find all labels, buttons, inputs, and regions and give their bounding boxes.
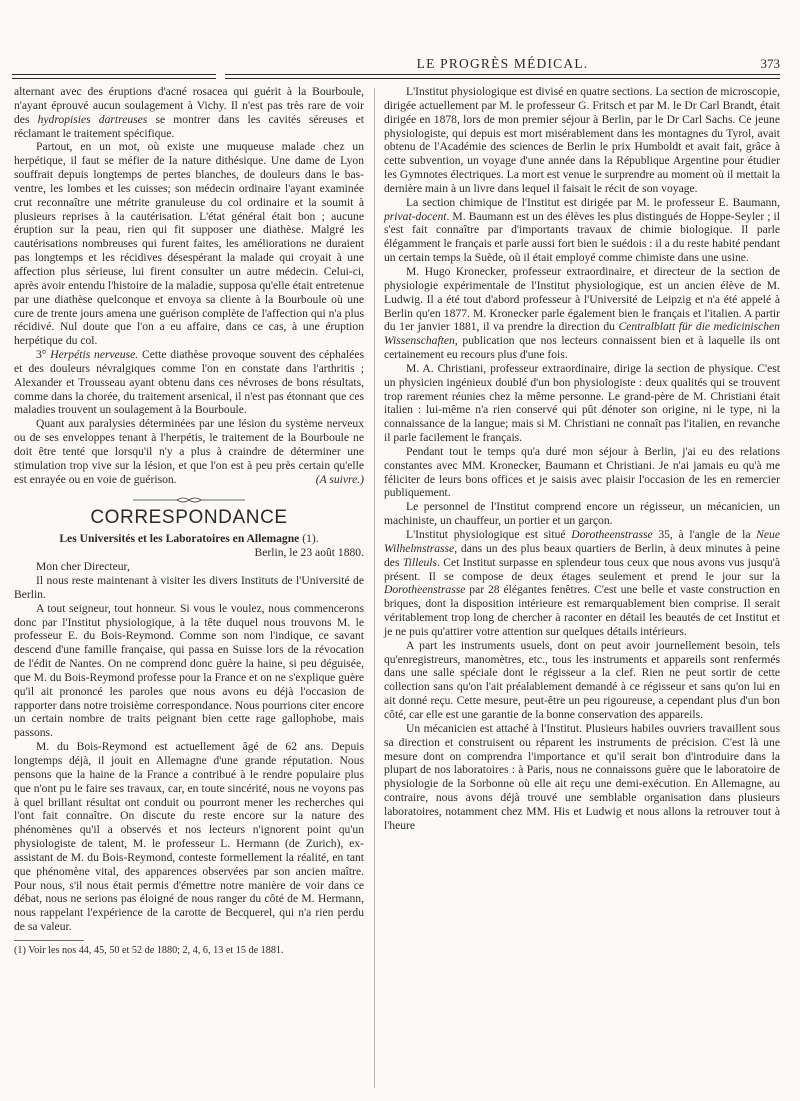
- left-column: [14, 85, 364, 958]
- dateline: Berlin, le 23 août 1880.: [254, 546, 364, 560]
- header-rule-left-thin: [12, 78, 216, 79]
- header-rule-thick: [225, 74, 780, 75]
- running-header: [225, 54, 780, 74]
- footnote: (1) Voir les nos 44, 45, 50 et 52 de 1880; 2, 4, 6, 13 et 15 de 1881.: [14, 944, 284, 956]
- column-divider: [374, 88, 375, 1088]
- footnote-rule: [14, 940, 84, 941]
- ornament-rule-icon: [129, 495, 249, 505]
- paragraph: L'Institut physiologique est divisé en quatre sections. La section de microscopie, dirigée actuellement par M. le professeur G. Fritsch et par M. le Dr Carl Brandt, était dirigée en 1878, lors de mon premier séjour à Berlin, par le Dr Carl Sachs. Ce jeune physiologiste, qui depuis est mort misérablement dans les montagnes du Tyrol, avait obtenu de l'Académie des sciences de Berlin le prix Humboldt et avait fait, grâce à cette subvention, un voyage d'une année dans la République Argentine pour étudier les Gymnotes électriques. La mort est venue le surprendre au moment où il mettait la dernière main à un livre dans lequel il faisait le récit de son voyage.: [384, 85, 780, 195]
- paragraph: M. A. Christiani, professeur extraordinaire, dirige la section de physique. C'est un physicien ingénieux doublé d'un bon physiologiste : deux qualités qui se trouvent trop rarement réunies chez la même personne. Le grand-père de M. Christiani était italien : lui-même n'a rien conservé qui pût dénoter son origine, ni le type, ni la connaissance de la langue; mais si M. Christiani ne connaît pas l'italien, en revanche il parle facilement le français.: [384, 361, 780, 445]
- running-title: LE PROGRÈS MÉDICAL.: [416, 56, 589, 71]
- header-rule-left-thick: [12, 74, 216, 75]
- paragraph: Un mécanicien est attaché à l'Institut. Plusieurs habiles ouvriers travaillent sous sa direction et construisent ou réparent les instruments de précision. C'est là une mesure dont on comprendra l'importance et qu'il serait bon d'introduire dans la plupart de nos laboratoires : à Paris, nous ne connaissons guère que le laboratoire de physiologie de la Sorbonne où elle ait reçu une demi-exécution. En Allemagne, au contraire, nous avons déjà trouvé une semblable organisation dans plusieurs laboratoires, notamment chez MM. His et Ludwig et nous allons la retrouver tout à l'heure: [384, 721, 780, 832]
- paragraph: Le personnel de l'Institut comprend encore un régisseur, un mécanicien, un machiniste, un chauffeur, un portier et un garçon.: [384, 500, 780, 528]
- right-column: [384, 85, 780, 833]
- paragraph: Pendant tout le temps qu'a duré mon séjour à Berlin, j'ai eu des relations constantes avec MM. Kronecker, Baumann et Christiani. Je n'ai jamais eu qu'à me féliciter de leurs bons offices et je saisis avec plaisir l'occasion de les en remercier publiquement.: [384, 444, 780, 500]
- paragraph: alternant avec des éruptions d'acné rosacea qui guérit à la Bourboule, n'ayant éprouvé aucun soulagement à Vichy. Il n'est pas très rare de voir des hydropisies dartreuses se montrer dans les cavités séreuses et réclamant le traitement spécifique.: [14, 85, 365, 140]
- paragraph: A part les instruments usuels, dont on peut avoir journellement besoin, tels qu'enregistreurs, manomètres, etc., tous les instruments et appareils sont renfermés dans une salle spéciale dont le régisseur a la clef. Rien ne peut sortir de cette collection sans qu'on l'ait préalablement demandé à ce régisseur et sans qu'on lui en ait donné reçu. Cette mesure, peut-être un peu rigoureuse, a cependant plus d'un bon côté, car elle est une garantie de la bonne conservation des appareils.: [384, 638, 780, 721]
- paragraph: Partout, en un mot, où existe une muqueuse malade chez un herpétique, il faut se méfier de la nature dithésique. Une dame de Lyon souffrait depuis longtemps de pertes blanches, de douleurs dans le bas-ventre, les lombes et les cuisses; son médecin ordinaire l'ayant examinée crut reconnaître une métrite granuleuse du col ordinaire et la soumit à plusieurs reprises à la cautérisation. L'état général était bon ; aucune éruption sur la peau, rien qui fit supposer une diathèse. Malgré les cautérisations nombreuses qui furent faites, les améliorations ne duraient pas longtemps et les récidives désespérant la malade qui croyait à une affection plus sérieuse, lui firent consulter un autre médecin. Celui-ci, après avoir entendu l'histoire de la maladie, supposa qu'elle était entretenue par une diathèse quelconque et envoya sa cliente à la Bourboule où une cure de trente jours amena une guérison complète de l'affection qui n'a plus récidivé. Nul doute que l'on a eu affaire, dans ce cas, à une éruption herpétique du col.: [14, 140, 364, 348]
- section-title: CORRESPONDANCE: [90, 507, 288, 529]
- section-subtitle: Les Universités et les Laboratoires en Allemagne (1).: [59, 532, 319, 546]
- paragraph: 3° Herpétis nerveuse. Cette diathèse provoque souvent des céphalées et des douleurs névralgiques comme l'on en constate dans l'arthritis ; Alexander et Trousseau ayant obtenu dans ces névroses de bons résultats, comme dans la chorée, du traitement arsenical, il n'est pas étonnant que ces maladies trouvent un soulagement à la Bourboule.: [14, 348, 364, 417]
- paragraph: A tout seigneur, tout honneur. Si vous le voulez, nous commencerons donc par l'Institut physiologique, à la tête duquel nous trouvons M. le professeur E. du Bois-Reymond. Comme son nom l'indique, ce savant descend d'une famille française, qui passa en Suisse lors de la révocation de l'édit de Nantes. On ne comprend donc guère la haine, si peu déguisée, que M. du Bois-Reymond professe pour la France et on ne s'explique guère qu'il ait prononcé les paroles que nous avons eu déjà l'occasion de rapporter dans notre troisième correspondance. Nous pourrions citer encore un certain nombre de traits peignant bien cette rage gallophobe, mais passons.: [14, 601, 364, 740]
- paragraph: L'Institut physiologique est situé Dorotheenstrasse 35, à l'angle de la Neue Wilhelmstrasse, dans un des plus beaux quartiers de Berlin, à deux minutes à peine des Tilleuls. Cet Institut surpasse en splendeur tous ceux que nous avons vus jusqu'à présent. Il se compose de deux étages seulement et prend le jour sur la Dorotheenstrasse par 28 élégantes fenêtres. C'est une belle et vaste construction en briques, dont la disposition intérieure est remarquablement bien comprise. Il serait véritablement trop long de chercher à raconter en détail les beautés de cet Institut et je ne puis qu'attirer votre attention sur quelques détails intérieurs.: [384, 528, 781, 638]
- page-number: 373: [760, 56, 780, 71]
- paragraph: Quant aux paralysies déterminées par une lésion du système nerveux ou de ses enveloppes tenant à l'herpétis, le traitement de la Bourboule ne doit être tenté que lorsqu'il n'y a plus à craindre de déterminer une stimulation trop vive sur la lésion, et que l'on est à peu près certain qu'elle est enrayée ou en voie de guérison. (A suivre.): [14, 417, 364, 486]
- paragraph: M. du Bois-Reymond est actuellement âgé de 62 ans. Depuis longtemps déjà, il jouit en Allemagne d'une grande réputation. Nous pensons que la haine de la France a contribué à le rendre populaire plus que n'ont pu le faire ses travaux, car, en toute sincérité, nous ne voyons pas à quel brillant résultat ont conduit ou pourront mener les recherches qui l'ont fait connaître. On discute du reste encore sur la nature des phénomènes qu'il a observés et nos lecteurs n'ignorent point qu'un physiologiste de talent, M. le professeur L. Hermann (de Zurich), ex-assistant de M. du Bois-Reymond, conteste formellement la réalité, en tant que phénomène vital, des apparences observées par son ancien maître. Pour nous, s'il nous était permis d'émettre notre manière de voir dans ce débat, nous ne serions pas éloigné de nous ranger du côté de M. Hermann, nous rappelant l'expérience de la carotte de Becquerel, qui n'a rien perdu de sa valeur.: [14, 740, 364, 934]
- header-rule-thin: [225, 78, 780, 79]
- paragraph: Il nous reste maintenant à visiter les divers Instituts de l'Université de Berlin.: [14, 574, 364, 601]
- paragraph: La section chimique de l'Institut est dirigée par M. le professeur E. Baumann, privat-docent. M. Baumann est un des élèves les plus distingués de Hoppe-Seyler ; il s'est fait connaître par d'importants travaux de chimie biologique. Il parle élégamment le français et parle aussi fort bien le suédois : il a du reste habité pendant un certain temps la Suède, où il était employé comme chimiste dans une usine.: [384, 195, 780, 265]
- section-ornament: [14, 495, 364, 505]
- paragraph: M. Hugo Kronecker, professeur extraordinaire, et directeur de la section de physiologie expérimentale de l'Institut physiologique, est un ancien élève de M. Ludwig. Il a été tout d'abord professeur à l'Université de Leipzig et n'a été appelé à Berlin qu'en 1877. M. Kronecker parle également bien le français et l'italien. A partir du 1er janvier 1881, il va prendre la direction du Centralblatt für die medicinischen Wissenschaften, publication que nos lecteurs connaissent bien et à laquelle ils ont certainement eu recours plus d'une fois.: [384, 264, 780, 362]
- to-be-continued: (A suivre.): [315, 472, 364, 486]
- salutation: Mon cher Directeur,: [36, 560, 130, 574]
